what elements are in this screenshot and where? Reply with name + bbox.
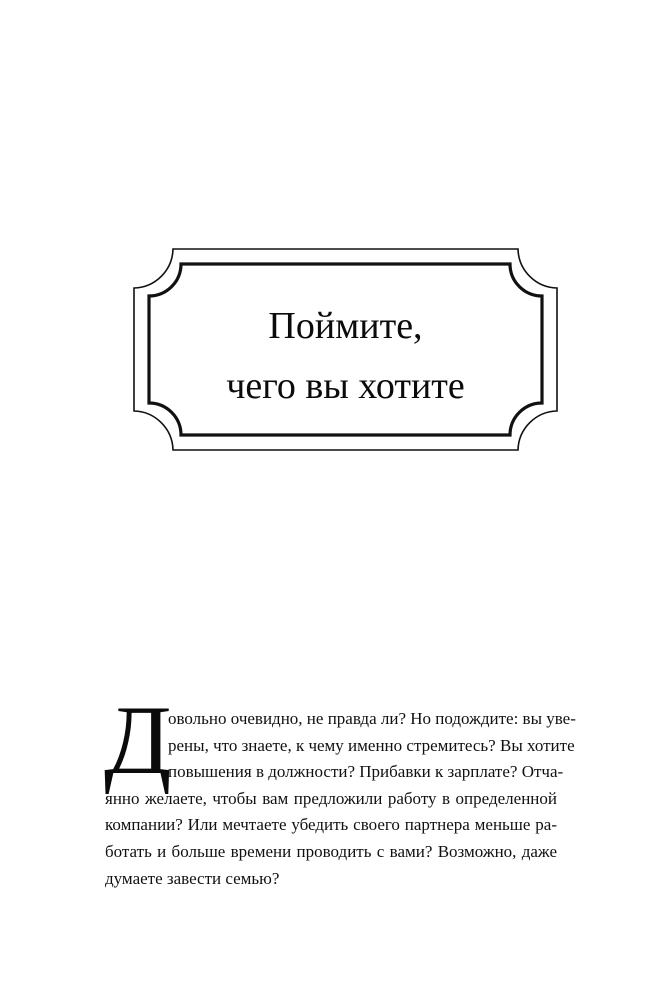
body-paragraph — [105, 706, 576, 892]
paragraph-line: овольно очевидно, не правда ли? Но подождите: вы уве- — [168, 709, 576, 728]
paragraph-line: повышения в должности? Прибавки к зарплате? Отча- — [168, 762, 564, 782]
chapter-title-frame — [133, 248, 558, 451]
paragraph-line: думаете завести семью? — [105, 868, 280, 888]
paragraph-line: ботать и больше времени проводить с вами? Возможно, даже — [105, 841, 557, 861]
drop-cap: Д — [104, 686, 172, 795]
paragraph-line: компании? Или мечтаете убедить своего партнера меньше ра- — [105, 815, 557, 835]
paragraph-line: рены, что знаете, к чему именно стремитесь? Вы хотите — [168, 735, 575, 755]
paragraph-line: янно желаете, чтобы вам предложили работу в определенной — [105, 788, 557, 808]
chapter-title-line-2: чего вы хотите — [226, 365, 465, 407]
chapter-title — [133, 296, 558, 416]
chapter-title-line-1: Поймите, — [268, 305, 423, 347]
